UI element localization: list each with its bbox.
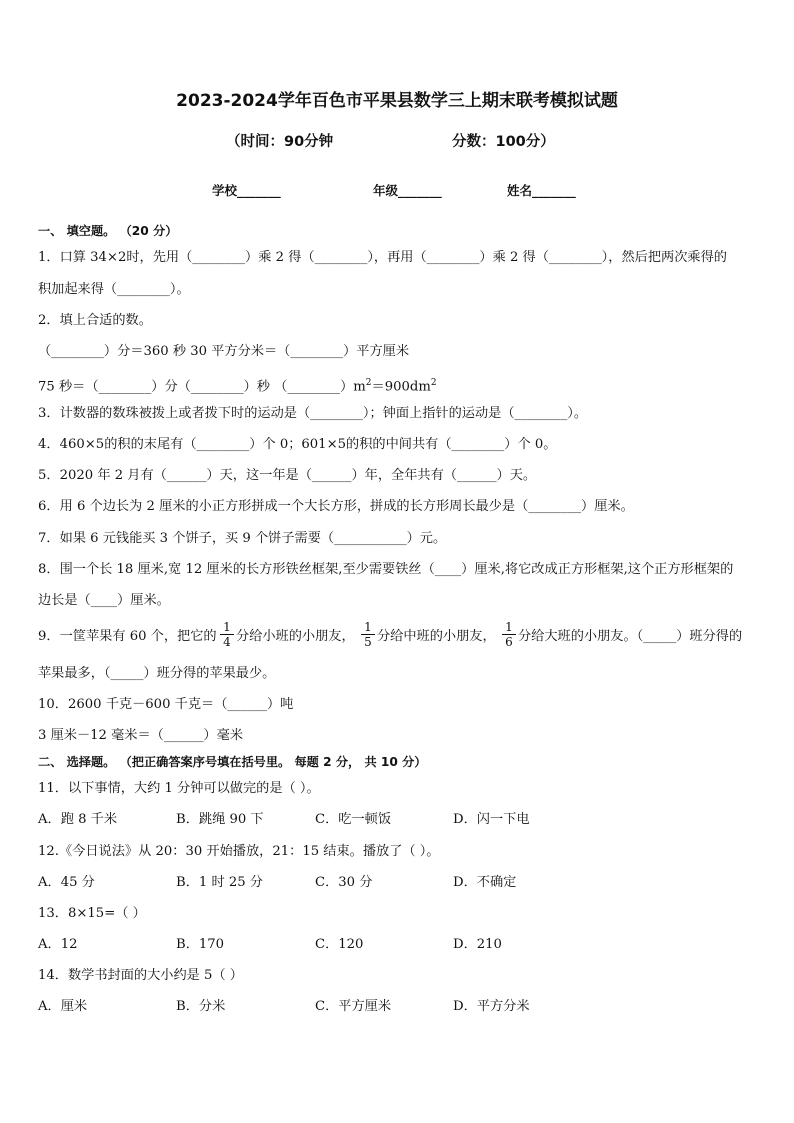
fraction-one-fifth: $\frac{1}{5}$: [361, 620, 375, 649]
q12-option-c: C．30 分: [315, 875, 373, 890]
question-5: 5．2020 年 2 月有（______）天，这一年是（______）年，全年共有（______）天。: [38, 468, 537, 483]
question-2: 2．填上合适的数。: [38, 313, 152, 328]
question-10-line-1: 10．2600 千克－600 千克＝（______）吨: [38, 697, 294, 712]
exam-score: 分数：100分）: [452, 134, 555, 150]
q13-option-c: C．120: [315, 937, 364, 952]
question-2-line-a: （________）分＝360 秒 30 平方分米＝（________）平方厘米: [38, 344, 410, 359]
q11-option-d: D．闪一下电: [453, 812, 530, 827]
page-title: 2023-2024学年百色市平果县数学三上期末联考模拟试题: [176, 91, 618, 111]
q14-option-a: A．厘米: [38, 999, 88, 1014]
q11-option-b: B．跳绳 90 下: [176, 812, 264, 827]
question-12: 12.《今日说法》从 20：30 开始播放，21：15 结束。播放了（ ）。: [38, 844, 440, 859]
q11-option-a: A．跑 8 千米: [38, 812, 118, 827]
q12-option-d: D．不确定: [453, 875, 517, 890]
fraction-one-sixth: $\frac{1}{6}$: [502, 620, 516, 649]
grade-field: 年级_______: [373, 183, 442, 198]
name-field: 姓名_______: [507, 183, 576, 198]
question-8-line-2: 边长是（____）厘米。: [38, 593, 170, 608]
q14-option-b: B．分米: [176, 999, 226, 1014]
question-9-part-4: 分给大班的小朋友。（_____）班分得的: [518, 629, 743, 644]
q12-option-b: B．1 时 25 分: [176, 875, 263, 890]
question-6: 6．用 6 个边长为 2 厘米的小正方形拼成一个大长方形，拼成的长方形周长最少是（________）厘米。: [38, 499, 634, 514]
q13-option-b: B．170: [176, 937, 225, 952]
question-9-part-1: 9．一筐苹果有 60 个，把它的: [38, 629, 217, 644]
q13-option-a: A．12: [38, 937, 78, 952]
question-14: 14．数学书封面的大小约是 5（ ）: [38, 968, 243, 983]
question-9-line-2: 苹果最多，（_____）班分得的苹果最少。: [38, 666, 276, 681]
question-4: 4．460×5的积的末尾有（________）个 0；601×5的积的中间共有（________）个 0。: [38, 437, 557, 452]
question-13: 13．8×15=（ ）: [38, 906, 146, 921]
question-7: 7．如果 6 元钱能买 3 个饼子，买 9 个饼子需要（___________）元。: [38, 531, 447, 546]
question-9-part-2: 分给小班的小朋友，: [236, 629, 355, 644]
q14-option-d: D．平方分米: [453, 999, 530, 1014]
question-1-line-2: 积加起来得（________）。: [38, 282, 190, 297]
question-9-part-3: 分给中班的小朋友，: [377, 629, 496, 644]
q14-option-c: C．平方厘米: [315, 999, 392, 1014]
question-11: 11．以下事情，大约 1 分钟可以做完的是（ ）。: [38, 781, 320, 796]
q12-option-a: A．45 分: [38, 875, 95, 890]
school-field: 学校_______: [212, 183, 281, 198]
question-3: 3．计数器的数珠被拨上或者拨下时的运动是（________）；钟面上指针的运动是（________）。: [38, 406, 588, 421]
q11-option-c: C．吃一顿饭: [315, 812, 392, 827]
question-8-line-1: 8．围一个长 18 厘米,宽 12 厘米的长方形铁丝框架,至少需要铁丝（____）厘米,将它改成正方形框架,这个正方形框架的: [38, 562, 734, 577]
section-heading-fill-in: 一、 填空题。 （20 分）: [38, 224, 178, 238]
fraction-one-quarter: $\frac{1}{4}$: [220, 620, 234, 649]
q13-option-d: D．210: [453, 937, 502, 952]
question-10-line-2: 3 厘米－12 毫米＝（______）毫米: [38, 728, 243, 743]
question-1-line-1: 1．口算 34×2时，先用（________）乘 2 得（________），再用（________）乘 2 得（________），然后把两次乘得的: [38, 250, 727, 265]
section-heading-multiple-choice: 二、 选择题。 （把正确答案序号填在括号里。 每题 2 分， 共 10 分）: [38, 755, 427, 769]
exam-time: （时间：90分钟: [226, 134, 334, 150]
question-2-line-b: 75 秒＝（________）分（________）秒 $(\_\_\_\_\_\_\_\_)m^2=900dm^2$: [38, 378, 437, 395]
